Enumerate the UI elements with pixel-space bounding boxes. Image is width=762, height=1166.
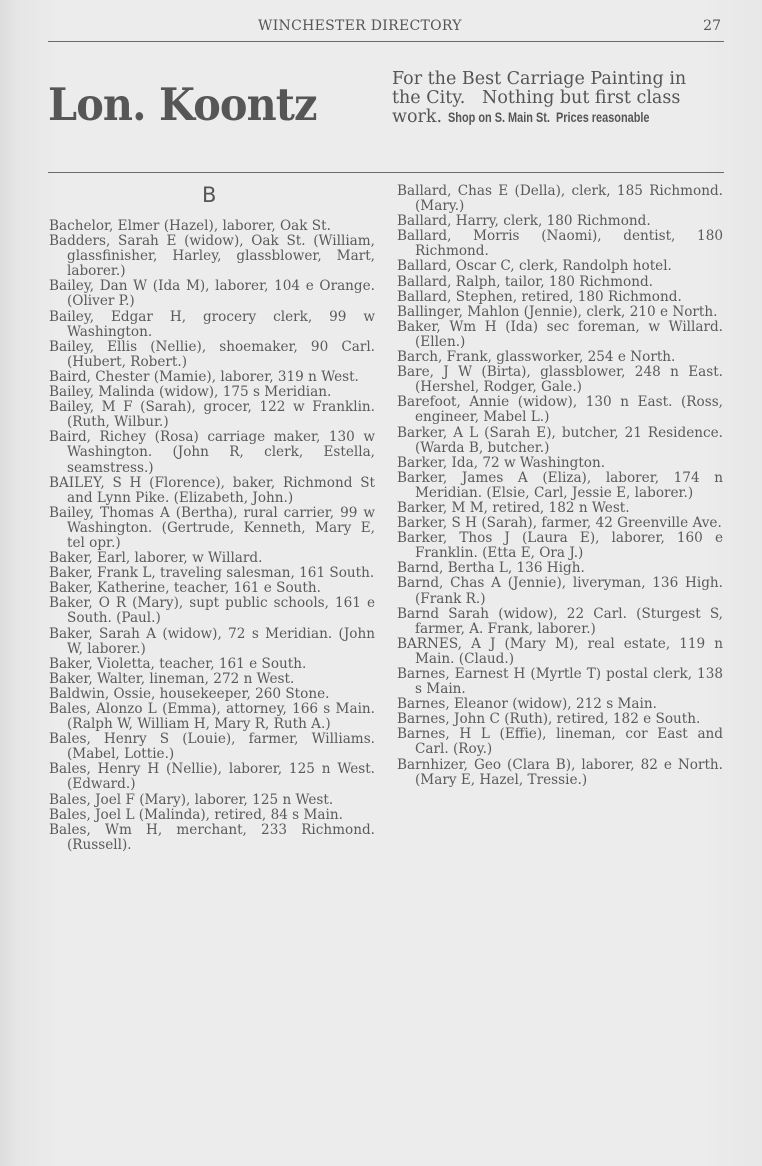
directory-entry: Bailey, M F (Sarah), grocer, 122 w Franklin. (Ruth, Wilbur.) bbox=[49, 399, 375, 431]
directory-entry: Bales, Alonzo L (Emma), attorney, 166 s Main. (Ralph W, William H, Mary R, Ruth A.) bbox=[49, 701, 375, 733]
section-letter: B bbox=[202, 183, 217, 207]
directory-entry: Barnd, Bertha L, 136 High. bbox=[397, 560, 585, 577]
directory-entry: Baker, Earl, laborer, w Willard. bbox=[49, 550, 263, 567]
directory-entry: Barnes, Eleanor (widow), 212 s Main. bbox=[397, 696, 657, 713]
directory-entry: Ballard, Oscar C, clerk, Randolph hotel. bbox=[397, 258, 672, 275]
directory-entry: Barefoot, Annie (widow), 130 n East. (Ross, engineer, Mabel L.) bbox=[397, 394, 723, 426]
directory-entry: Bachelor, Elmer (Hazel), laborer, Oak St. bbox=[49, 218, 331, 234]
directory-entry: Baird, Richey (Rosa) carriage maker, 130 w Washington. (John R, clerk, Estella, seamstress.) bbox=[49, 429, 375, 476]
ad-line-3-condensed: Shop on S. Main St. Prices reasonable bbox=[447, 109, 650, 125]
directory-entry: Bales, Henry S (Louie), farmer, Williams. (Mabel, Lottie.) bbox=[49, 731, 375, 763]
directory-entry: Bailey, Edgar H, grocery clerk, 99 w Washington. bbox=[49, 308, 375, 340]
directory-entry: Barker, M M, retired, 182 n West. bbox=[397, 499, 630, 516]
directory-entry: Barnd Sarah (widow), 22 Carl. (Sturgest S, farmer, A. Frank, laborer.) bbox=[397, 605, 723, 637]
directory-entry: Baird, Chester (Mamie), laborer, 319 n West. bbox=[49, 368, 359, 385]
directory-entry: Barnes, Earnest H (Myrtle T) postal clerk, 138 s Main. bbox=[397, 666, 723, 698]
directory-entry: Barnes, H L (Effie), lineman, cor East and Carl. (Roy.) bbox=[397, 726, 723, 758]
directory-entry: Barnd, Chas A (Jennie), liveryman, 136 High. (Frank R.) bbox=[397, 575, 723, 607]
directory-entry: Badders, Sarah E (widow), Oak St. (William, glassfinisher, Harley, glassblower, Mart, laborer.) bbox=[49, 233, 375, 280]
directory-entry: Baker, Violetta, teacher, 161 e South. bbox=[49, 655, 307, 672]
right-column bbox=[397, 184, 723, 788]
directory-entry: Ballard, Ralph, tailor, 180 Richmond. bbox=[397, 273, 653, 290]
directory-entry: Bailey, Ellis (Nellie), shoemaker, 90 Carl. (Hubert, Robert.) bbox=[49, 338, 375, 370]
directory-entry: Barker, S H (Sarah), farmer, 42 Greenville Ave. bbox=[397, 515, 722, 532]
header-rule bbox=[48, 41, 724, 42]
ad-line-3-start: work. bbox=[392, 107, 443, 127]
directory-entry: Ballard, Morris (Naomi), dentist, 180 Richmond. bbox=[397, 228, 723, 260]
running-title: WINCHESTER DIRECTORY bbox=[258, 18, 462, 34]
directory-entry: Bales, Henry H (Nellie), laborer, 125 n West. (Edward.) bbox=[49, 761, 375, 793]
directory-entry: Bales, Joel F (Mary), laborer, 125 n West. bbox=[49, 791, 334, 808]
directory-entry: Bales, Joel L (Malinda), retired, 84 s Main. bbox=[49, 806, 343, 823]
directory-entry: Ballard, Chas E (Della), clerk, 185 Richmond. (Mary.) bbox=[397, 183, 723, 215]
running-head bbox=[0, 18, 762, 38]
ad-line-1: For the Best Carriage Painting in bbox=[392, 69, 687, 89]
directory-entry: Baker, Katherine, teacher, 161 e South. bbox=[49, 580, 321, 597]
directory-entry: Barker, James A (Eliza), laborer, 174 n Meridian. (Elsie, Carl, Jessie E, laborer.) bbox=[397, 469, 723, 501]
directory-entry: Baker, O R (Mary), supt public schools, 161 e South. (Paul.) bbox=[49, 595, 375, 627]
directory-entry: Baker, Walter, lineman, 272 n West. bbox=[49, 670, 295, 687]
advertiser-name: Lon. Koontz bbox=[48, 78, 317, 131]
directory-entry: Ballard, Harry, clerk, 180 Richmond. bbox=[397, 213, 651, 230]
directory-entry: Baker, Wm H (Ida) sec foreman, w Willard. (Ellen.) bbox=[397, 318, 723, 350]
directory-entry: Bare, J W (Birta), glassblower, 248 n East. (Hershel, Rodger, Gale.) bbox=[397, 364, 723, 396]
directory-entry: Ballard, Stephen, retired, 180 Richmond. bbox=[397, 288, 682, 305]
advertisement bbox=[48, 60, 724, 160]
directory-entry: Bailey, Thomas A (Bertha), rural carrier, 99 w Washington. (Gertrude, Kenneth, Mary E, tel opr.) bbox=[49, 504, 375, 551]
directory-entry: Ballinger, Mahlon (Jennie), clerk, 210 e North. bbox=[397, 303, 718, 320]
directory-entry: Baker, Sarah A (widow), 72 s Meridian. (John W, laborer.) bbox=[49, 625, 375, 657]
left-column bbox=[49, 219, 375, 853]
directory-entry: Bailey, Malinda (widow), 175 s Meridian. bbox=[49, 384, 332, 401]
directory-entry: BAILEY, S H (Florence), baker, Richmond St and Lynn Pike. (Elizabeth, John.) bbox=[49, 474, 375, 506]
page-number: 27 bbox=[703, 18, 721, 34]
directory-entry: Barnes, John C (Ruth), retired, 182 e South. bbox=[397, 711, 701, 728]
directory-entry: Bailey, Dan W (Ida M), laborer, 104 e Orange. (Oliver P.) bbox=[49, 278, 375, 310]
directory-entry: Barker, Ida, 72 w Washington. bbox=[397, 454, 606, 471]
ad-line-3 bbox=[392, 108, 732, 127]
directory-entry: Barnhizer, Geo (Clara B), laborer, 82 e North. (Mary E, Hazel, Tressie.) bbox=[397, 756, 723, 788]
directory-entry: Barker, Thos J (Laura E), laborer, 160 e Franklin. (Etta E, Ora J.) bbox=[397, 530, 723, 562]
directory-entry: BARNES, A J (Mary M), real estate, 119 n Main. (Claud.) bbox=[397, 635, 723, 667]
directory-entry: Barch, Frank, glassworker, 254 e North. bbox=[397, 349, 676, 366]
advertisement-copy bbox=[392, 70, 732, 127]
directory-entry: Baldwin, Ossie, housekeeper, 260 Stone. bbox=[49, 685, 330, 702]
directory-entry: Baker, Frank L, traveling salesman, 161 South. bbox=[49, 565, 375, 582]
advertisement-rule bbox=[48, 172, 724, 173]
directory-entry: Bales, Wm H, merchant, 233 Richmond. (Russell). bbox=[49, 821, 375, 853]
directory-entry: Barker, A L (Sarah E), butcher, 21 Residence. (Warda B, butcher.) bbox=[397, 424, 723, 456]
ad-line-2: the City. Nothing but first class bbox=[392, 88, 681, 108]
